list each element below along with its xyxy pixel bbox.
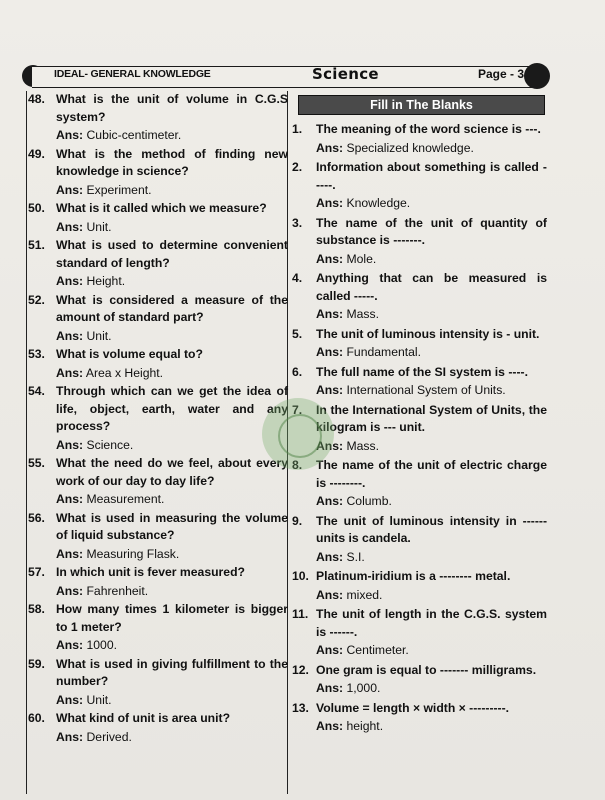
question-number: 3. [292, 215, 303, 230]
answer [316, 680, 547, 698]
answer-text: Fahrenheit. [86, 583, 149, 598]
answer-text: Derived. [86, 729, 132, 744]
answer-text: Mass. [346, 438, 379, 453]
question-text: In which unit is fever measured? [56, 565, 245, 579]
question-text: What is the method of finding new knowledge in science? [56, 146, 288, 178]
question-item [28, 710, 288, 746]
answer-label: Ans: [316, 196, 344, 210]
answer-text: S.I. [346, 549, 365, 564]
answer-label: Ans: [56, 492, 84, 506]
answer [316, 549, 547, 567]
question-number: 13. [292, 700, 309, 715]
answer-text: Fundamental. [346, 345, 422, 359]
answer-text: Science. [86, 437, 134, 452]
answer-text: Area x Height. [85, 365, 164, 380]
answer-label: Ans: [316, 307, 344, 321]
answer [56, 182, 288, 200]
left-border [26, 91, 27, 794]
question-text: The name of the unit of quantity of substance is -------. [316, 215, 547, 247]
answer-label: Ans: [316, 587, 344, 602]
answer [56, 328, 288, 346]
question-item [28, 292, 288, 346]
answer [56, 127, 288, 145]
answer [56, 491, 288, 509]
answer-label: Ans: [56, 638, 84, 652]
answer-label: Ans: [56, 182, 84, 197]
question-item [28, 346, 288, 382]
question-number: 56. [28, 510, 45, 525]
answer [56, 273, 288, 291]
watermark-ring [278, 414, 322, 458]
question-item [28, 200, 288, 236]
question-number: 10. [292, 569, 309, 583]
question-text: What the need do we feel, about every work of our day to day life? [56, 456, 288, 488]
answer [316, 140, 547, 158]
question-item [28, 601, 288, 655]
answer [56, 637, 288, 655]
answer [316, 382, 547, 400]
answer-label: Ans: [316, 383, 344, 397]
question-number: 58. [28, 602, 45, 616]
answer-text: Unit. [86, 328, 112, 343]
answer-label: Ans: [56, 274, 84, 288]
subject-title: Science [312, 65, 379, 83]
answer [316, 587, 547, 605]
question-item [292, 326, 547, 362]
answer-label: Ans: [316, 719, 344, 733]
question-number: 59. [28, 656, 45, 671]
answer [316, 306, 547, 324]
answer-label: Ans: [316, 494, 344, 508]
question-item [28, 146, 288, 200]
answer-label: Ans: [56, 692, 84, 707]
answer-text: Columb. [346, 494, 392, 508]
answer-text: Mole. [346, 251, 377, 266]
answer-text: Centimeter. [346, 643, 409, 657]
question-item [28, 455, 288, 509]
questions-column [28, 91, 288, 794]
answer [316, 718, 547, 736]
question-item [28, 91, 288, 145]
question-number: 6. [292, 364, 303, 379]
question-text: The unit of luminous intensity in ------ units is candela. [316, 513, 547, 545]
answer-text: mixed. [346, 587, 383, 602]
question-number: 8. [292, 458, 303, 472]
answer-text: Height. [86, 274, 126, 288]
answer-label: Ans: [56, 365, 84, 380]
question-text: What is the unit of volume in C.G.S system? [56, 92, 288, 124]
answer [56, 437, 288, 455]
question-number: 57. [28, 565, 45, 579]
answer-text: 1,000. [346, 681, 381, 695]
question-number: 54. [28, 384, 45, 398]
question-item [292, 606, 547, 660]
question-number: 52. [28, 292, 45, 307]
question-text: What is volume equal to? [56, 347, 203, 361]
answer-text: height. [346, 719, 384, 733]
answer [316, 642, 547, 660]
answer-text: Unit. [86, 692, 112, 707]
question-number: 12. [292, 662, 309, 677]
question-text: What is used to determine convenient standard of length? [56, 238, 288, 270]
question-text: What is used in giving fulfillment to the number? [56, 656, 288, 688]
answer-text: Measurement. [86, 492, 165, 506]
question-item [28, 383, 288, 454]
answer-label: Ans: [316, 549, 344, 564]
question-text: In the International System of Units, the kilogram is --- unit. [316, 402, 547, 434]
book-title: IDEAL- GENERAL KNOWLEDGE [54, 68, 211, 80]
watermark-logo [262, 398, 334, 470]
answer-label: Ans: [316, 438, 344, 453]
header-right-ornament [524, 63, 550, 89]
answer-text: Mass. [346, 307, 379, 321]
answer [56, 692, 288, 710]
question-text: The unit of length in the C.G.S. system is ------. [316, 607, 547, 639]
question-text: Platinum-iridium is a -------- metal. [316, 569, 511, 583]
question-item [28, 510, 288, 564]
question-number: 48. [28, 92, 45, 106]
answer-text: Specialized knowledge. [346, 140, 474, 155]
answer-text: Cubic-centimeter. [86, 128, 182, 142]
question-text: What kind of unit is area unit? [56, 711, 231, 725]
question-number: 50. [28, 201, 45, 215]
question-item [292, 513, 547, 567]
question-item [28, 237, 288, 291]
question-item [292, 700, 547, 736]
question-number: 7. [292, 402, 303, 417]
answer-label: Ans: [56, 219, 84, 234]
answer-text: Experiment. [86, 182, 152, 197]
answer-label: Ans: [316, 681, 344, 695]
question-text: What is it called which we measure? [56, 201, 267, 215]
answer-label: Ans: [56, 546, 84, 561]
page-header [22, 63, 542, 89]
answer-text: Measuring Flask. [86, 546, 180, 561]
question-item [28, 656, 288, 710]
question-item [292, 215, 547, 269]
question-text: The name of the unit of electric charge is --------. [316, 458, 547, 490]
answer-text: International System of Units. [346, 383, 506, 397]
answer [316, 493, 547, 511]
answer [56, 365, 288, 383]
answer-label: Ans: [56, 583, 84, 598]
question-number: 5. [292, 326, 303, 341]
question-text: What is used in measuring the volume of liquid substance? [56, 510, 288, 542]
question-text: Anything that can be measured is called -----. [316, 271, 547, 303]
question-number: 4. [292, 271, 303, 285]
question-number: 55. [28, 456, 45, 470]
question-number: 1. [292, 122, 303, 136]
answer-label: Ans: [56, 328, 84, 343]
question-text: One gram is equal to ------- milligrams. [316, 662, 537, 677]
question-text: Through which can we get the idea of life, object, earth, water and any process? [56, 384, 288, 433]
answer-text: Unit. [86, 219, 112, 234]
question-number: 53. [28, 347, 45, 361]
answer [56, 219, 288, 237]
question-text: What is considered a measure of the amount of standard part? [56, 292, 288, 324]
answer-text: Knowledge. [346, 196, 411, 210]
answer [316, 251, 547, 269]
answer [56, 729, 288, 747]
question-item [28, 564, 288, 600]
fill-blanks-heading: Fill in The Blanks [298, 95, 545, 115]
answer-label: Ans: [316, 140, 344, 155]
question-text: Volume = length × width × ---------. [316, 700, 510, 715]
answer [316, 438, 547, 456]
question-text: The unit of luminous intensity is - unit. [316, 326, 540, 341]
answer [56, 583, 288, 601]
answer-label: Ans: [56, 128, 84, 142]
question-item [292, 568, 547, 604]
answer-label: Ans: [56, 437, 84, 452]
question-item [292, 364, 547, 400]
answer-label: Ans: [316, 643, 344, 657]
question-text: How many times 1 kilometer is bigger to 1 meter? [56, 602, 288, 634]
page-number: Page - 3 [478, 67, 525, 81]
question-number: 51. [28, 238, 45, 252]
question-text: Information about something is called -----. [316, 160, 547, 192]
answer-label: Ans: [56, 729, 84, 744]
question-item [292, 270, 547, 324]
question-item [292, 159, 547, 213]
question-item [292, 121, 547, 157]
question-number: 9. [292, 513, 303, 528]
question-item [292, 662, 547, 698]
question-text: The full name of the SI system is ----. [316, 364, 528, 379]
question-number: 2. [292, 160, 303, 174]
question-number: 60. [28, 711, 45, 725]
answer-label: Ans: [316, 251, 344, 266]
question-text: The meaning of the word science is ---. [316, 122, 541, 136]
answer-label: Ans: [316, 345, 344, 359]
answer-text: 1000. [86, 638, 117, 652]
question-number: 49. [28, 146, 45, 161]
answer [56, 546, 288, 564]
question-item [292, 457, 547, 511]
answer [316, 195, 547, 213]
answer [316, 344, 547, 362]
question-number: 11. [292, 607, 309, 621]
